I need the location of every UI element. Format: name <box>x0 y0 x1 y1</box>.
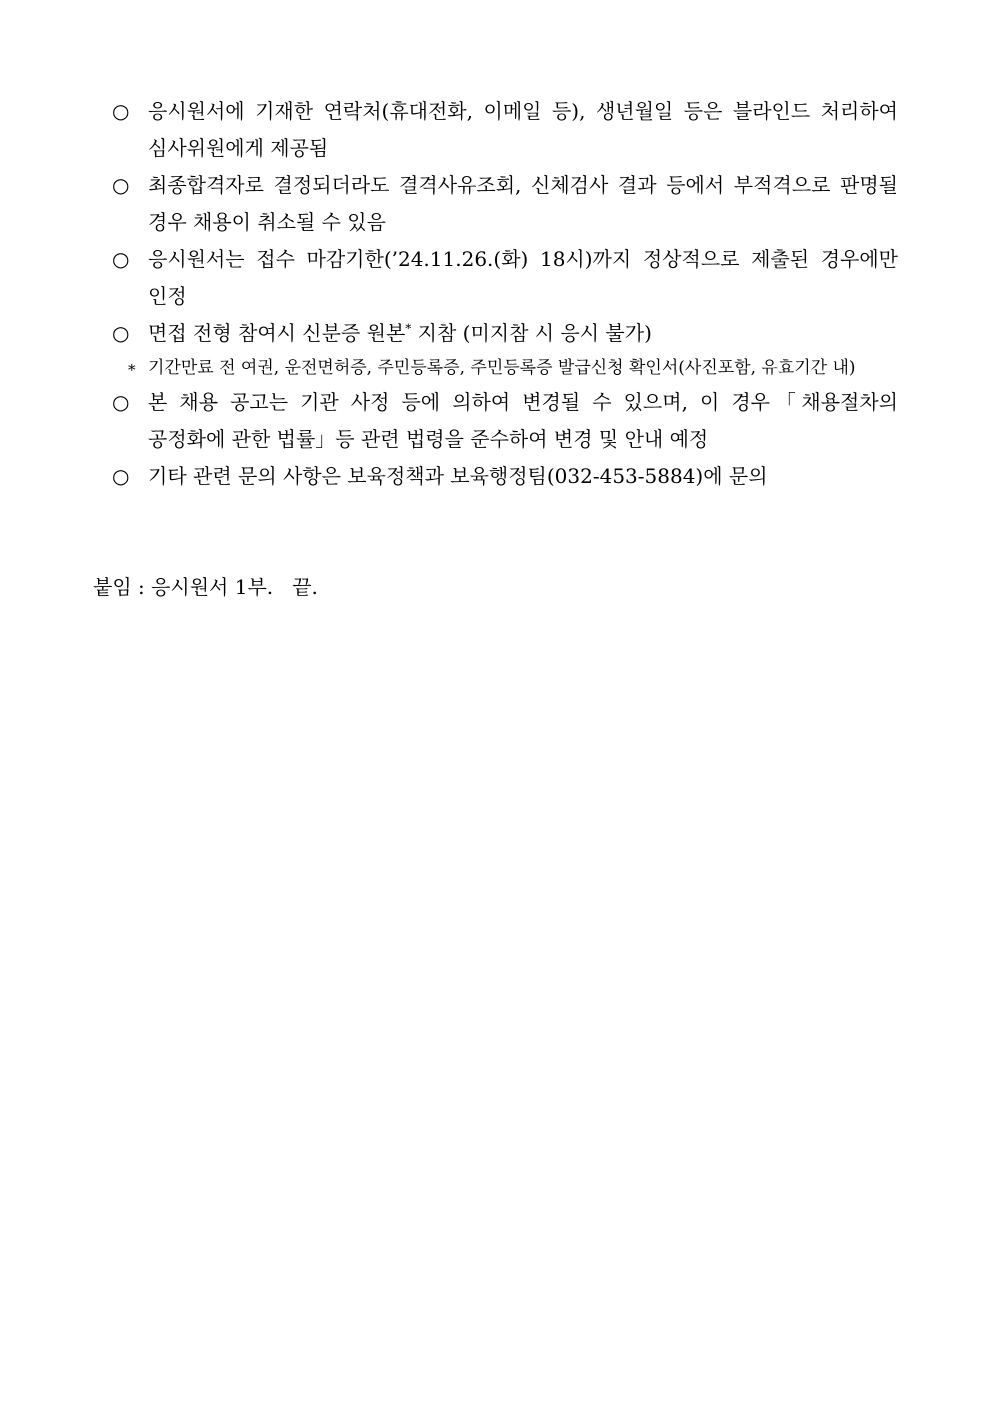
asterisk-mark: * <box>128 361 136 379</box>
circle-bullet-icon: ○ <box>112 390 130 414</box>
footnote-marker: * <box>405 321 412 336</box>
notice-text-continued: 지참 (미지참 시 응시 불가) <box>411 321 652 345</box>
notice-text: 최종합격자로 결정되더라도 결격사유조회, 신체검사 결과 등에서 부적격으로 판명될 경우 채용이 취소될 수 있음 <box>148 173 898 234</box>
notice-text: 본 채용 공고는 기관 사정 등에 의하여 변경될 수 있으며, 이 경우「채용절차의 공정화에 관한 법률」등 관련 법령을 준수하여 변경 및 안내 예정 <box>148 390 898 451</box>
notice-item-deadline <box>112 241 898 315</box>
notice-item-blind-processing <box>112 93 898 167</box>
circle-bullet-icon: ○ <box>112 321 130 345</box>
notice-item-id-required <box>112 315 898 352</box>
notice-text: 응시원서에 기재한 연락처(휴대전화, 이메일 등), 생년월일 등은 블라인드 처리하여 심사위원에게 제공됨 <box>148 99 898 160</box>
circle-bullet-icon: ○ <box>112 464 130 488</box>
attachment-line: 붙임 : 응시원서 1부. 끝. <box>93 575 318 599</box>
notice-item-changes <box>112 384 898 458</box>
circle-bullet-icon: ○ <box>112 99 130 123</box>
circle-bullet-icon: ○ <box>112 247 130 271</box>
notice-list <box>112 93 898 495</box>
circle-bullet-icon: ○ <box>112 173 130 197</box>
footnote-valid-ids <box>112 352 898 384</box>
notice-text: 응시원서는 접수 마감기한(’24.11.26.(화) 18시)까지 정상적으로 제출된 경우에만 인정 <box>148 247 898 308</box>
notice-text: 기타 관련 문의 사항은 보육정책과 보육행정팀(032-453-5884)에 문의 <box>148 464 768 488</box>
footnote-text: 기간만료 전 여권, 운전면허증, 주민등록증, 주민등록증 발급신청 확인서(사진포함, 유효기간 내) <box>148 358 856 378</box>
notice-item-disqualification <box>112 167 898 241</box>
notice-item-inquiries <box>112 458 898 495</box>
notice-text: 면접 전형 참여시 신분증 원본 <box>148 321 406 345</box>
